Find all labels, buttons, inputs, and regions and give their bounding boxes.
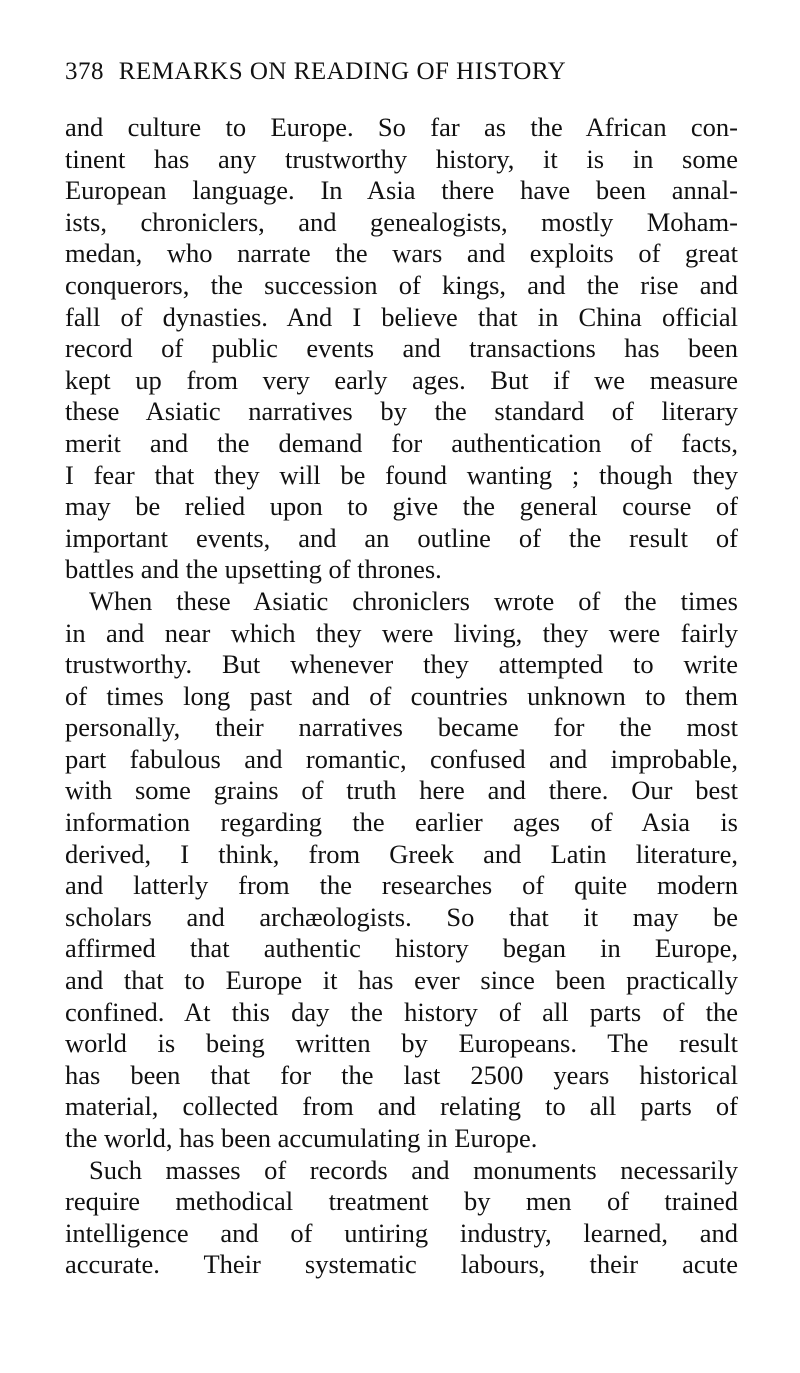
text-line: the world, has been accumulating in Europe. bbox=[65, 1123, 538, 1153]
paragraph bbox=[65, 112, 738, 586]
text-line: material, collected from and relating to all parts of bbox=[65, 1091, 738, 1122]
text-line: and latterly from the researches of quite modern bbox=[65, 870, 738, 901]
text-line: information regarding the earlier ages of Asia is bbox=[65, 807, 738, 838]
text-line: world is being written by Europeans. The result bbox=[65, 1028, 738, 1059]
text-line: may be relied upon to give the general course of bbox=[65, 491, 738, 522]
text-line: derived, I think, from Greek and Latin literature, bbox=[65, 838, 738, 869]
text-line: and culture to Europe. So far as the African con- bbox=[65, 112, 738, 142]
text-line: confined. At this day the history of all parts of the bbox=[65, 996, 738, 1027]
running-header bbox=[65, 58, 566, 86]
text-line: ists, chroniclers, and genealogists, mostly Moham- bbox=[65, 206, 738, 237]
text-line: and that to Europe it has ever since been practically bbox=[65, 965, 738, 996]
text-line: European language. In Asia there have been annal- bbox=[65, 175, 738, 206]
paragraph bbox=[65, 1155, 738, 1281]
text-line: personally, their narratives became for the most bbox=[65, 712, 738, 743]
text-line: part fabulous and romantic, confused and improbable, bbox=[65, 743, 738, 774]
text-line: of times long past and of countries unknown to them bbox=[65, 680, 738, 711]
text-line: fall of dynasties. And I believe that in China official bbox=[65, 301, 738, 332]
text-line: I fear that they will be found wanting ; though they bbox=[65, 459, 738, 490]
text-line: scholars and archæologists. So that it may be bbox=[65, 901, 738, 932]
text-line: kept up from very early ages. But if we measure bbox=[65, 364, 738, 395]
text-line: conquerors, the succession of kings, and the rise and bbox=[65, 269, 738, 300]
text-line: merit and the demand for authentication of facts, bbox=[65, 427, 738, 458]
text-line: trustworthy. But whenever they attempted to write bbox=[65, 649, 738, 680]
page-body bbox=[65, 112, 738, 1281]
text-line: important events, and an outline of the result of bbox=[65, 522, 738, 553]
page-number: 378 bbox=[65, 58, 104, 85]
text-line: has been that for the last 2500 years historical bbox=[65, 1059, 738, 1090]
text-line: medan, who narrate the wars and exploits of great bbox=[65, 238, 738, 269]
text-line: these Asiatic narratives by the standard of literary bbox=[65, 396, 738, 427]
text-line: When these Asiatic chroniclers wrote of the times bbox=[89, 585, 738, 616]
paragraph bbox=[65, 586, 738, 1155]
text-line: intelligence and of untiring industry, learned, and bbox=[65, 1217, 738, 1248]
text-line: battles and the upsetting of thrones. bbox=[65, 554, 442, 585]
text-line: tinent has any trustworthy history, it is in some bbox=[65, 143, 738, 174]
text-line: affirmed that authentic history began in Europe, bbox=[65, 933, 738, 964]
text-line: record of public events and transactions has been bbox=[65, 333, 738, 364]
running-title: REMARKS ON READING OF HISTORY bbox=[118, 58, 567, 85]
text-line: in and near which they were living, they were fairly bbox=[65, 617, 738, 648]
text-line: require methodical treatment by men of trained bbox=[65, 1186, 738, 1217]
text-line: Such masses of records and monuments necessarily bbox=[89, 1154, 738, 1185]
text-line: with some grains of truth here and there. Our best bbox=[65, 775, 738, 806]
text-line: accurate. Their systematic labours, their acute bbox=[65, 1249, 738, 1280]
